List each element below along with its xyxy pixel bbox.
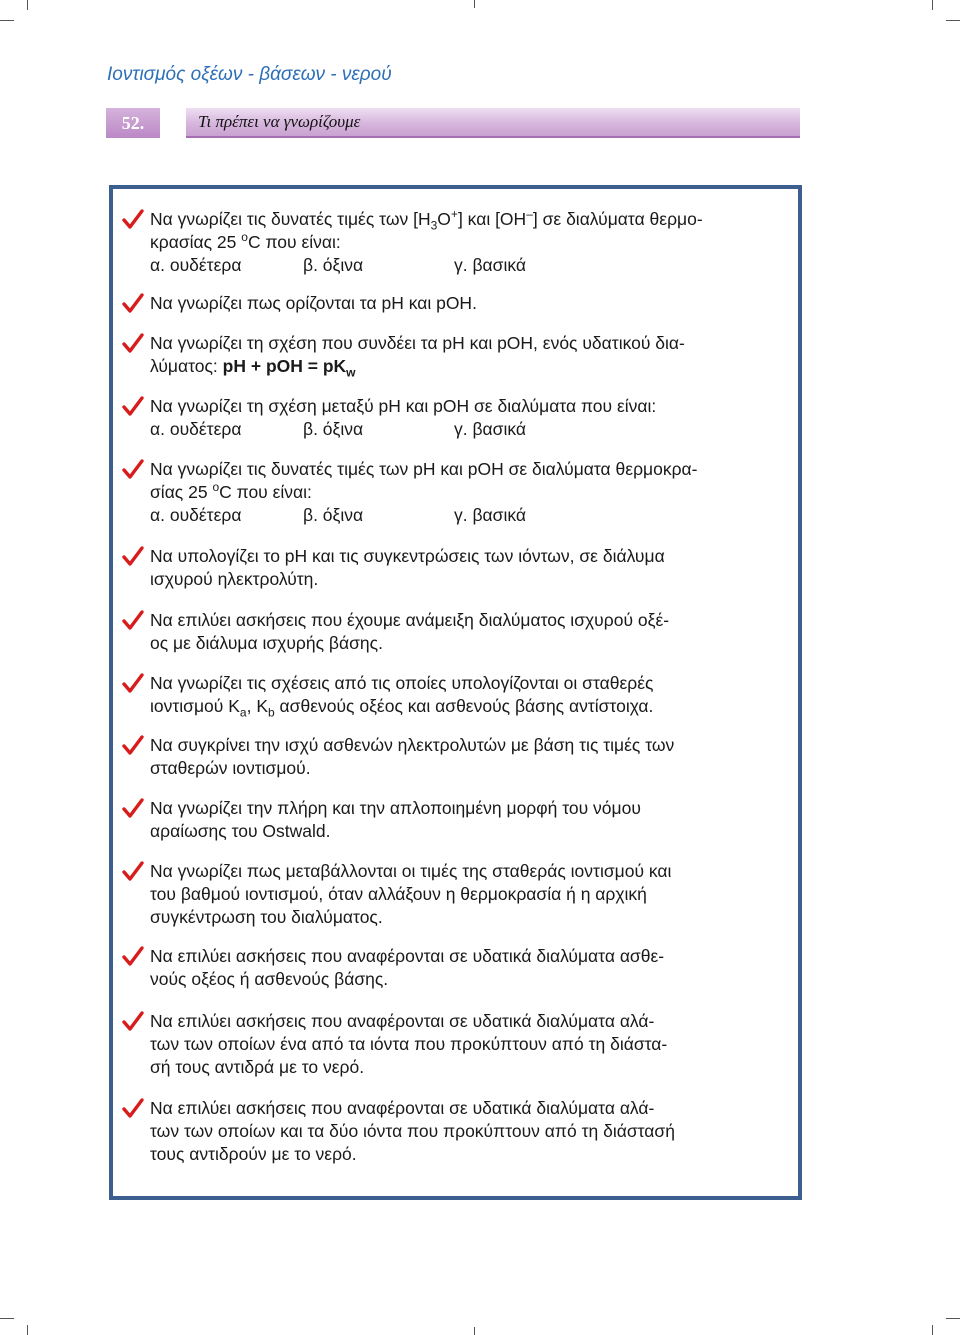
item-text: ] και [OH <box>457 209 527 229</box>
checkmark-icon <box>122 332 144 354</box>
crop-mark <box>946 1318 960 1319</box>
list-item <box>124 797 792 843</box>
crop-mark <box>0 1318 14 1319</box>
item-text: τους αντιδρούν με το νερό. <box>150 1144 357 1164</box>
checkmark-icon <box>122 545 144 567</box>
checkmark-icon <box>122 945 144 967</box>
crop-mark <box>932 1325 933 1335</box>
list-item <box>124 945 792 991</box>
checkmark-icon <box>122 797 144 819</box>
option-b: β. όξινα <box>303 505 364 525</box>
crop-mark <box>474 1327 475 1335</box>
list-item <box>124 860 792 929</box>
crop-mark <box>27 0 28 10</box>
list-item <box>124 458 792 527</box>
crop-mark <box>932 0 933 10</box>
item-text: των των οποίων και τα δύο ιόντα που προκύπτουν από τη διάστασή <box>150 1121 675 1141</box>
crop-mark <box>946 20 960 21</box>
list-item <box>124 672 792 718</box>
option-a: α. ουδέτερα <box>150 419 242 439</box>
item-text: ιοντισμού K <box>150 696 240 716</box>
item-text: ος με διάλυμα ισχυρής βάσης. <box>150 633 383 653</box>
checkmark-icon <box>122 208 144 230</box>
option-b: β. όξινα <box>303 255 364 275</box>
item-text: αραίωσης του Ostwald. <box>150 821 331 841</box>
superscript: o <box>241 230 248 245</box>
item-text: των των οποίων ένα από τα ιόντα που προκύπτουν από τη διάστα- <box>150 1034 668 1054</box>
item-text: Να γνωρίζει τις δυνατές τιμές των pH και pOH σε διαλύματα θερμοκρα- <box>150 459 698 479</box>
item-text: σίας 25 <box>150 482 213 502</box>
item-text: Να γνωρίζει τη σχέση που συνδέει τα pH και pOH, ενός υδατικού δια- <box>150 333 685 353</box>
checkmark-icon <box>122 1010 144 1032</box>
checkmark-icon <box>122 860 144 882</box>
item-text: συγκέντρωση του διαλύματος. <box>150 907 383 927</box>
list-item <box>124 208 792 277</box>
subscript: w <box>346 365 356 380</box>
item-text: C που είναι: <box>219 482 312 502</box>
item-text: ισχυρού ηλεκτρολύτη. <box>150 569 319 589</box>
item-text: ασθενούς οξέος και ασθενούς βάσης αντίστοιχα. <box>274 696 654 716</box>
option-a: α. ουδέτερα <box>150 255 242 275</box>
list-item <box>124 545 792 591</box>
subscript: 3 <box>430 218 438 233</box>
item-text: Να υπολογίζει το pH και τις συγκεντρώσεις των ιόντων, σε διάλυμα <box>150 546 665 566</box>
item-text: νούς οξέος ή ασθενούς βάσης. <box>150 969 389 989</box>
item-text: Να γνωρίζει την πλήρη και την απλοποιημένη μορφή του νόμου <box>150 798 641 818</box>
item-text: του βαθμού ιοντισμού, όταν αλλάξουν η θερμοκρασία ή η αρχική <box>150 884 647 904</box>
option-b: β. όξινα <box>303 419 364 439</box>
formula: pH + pOH = pK <box>222 356 347 376</box>
item-text: Να επιλύει ασκήσεις που αναφέρονται σε υδατικά διαλύματα αλά- <box>150 1098 655 1118</box>
list-item <box>124 292 792 315</box>
list-item <box>124 395 792 441</box>
option-c: γ. βασικά <box>454 255 526 275</box>
item-text: Να επιλύει ασκήσεις που αναφέρονται σε υδατικά διαλύματα ασθε- <box>150 946 665 966</box>
checkmark-icon <box>122 672 144 694</box>
item-text: Να γνωρίζει τις δυνατές τιμές των [H <box>150 209 431 229</box>
option-a: α. ουδέτερα <box>150 505 242 525</box>
checkmark-icon <box>122 395 144 417</box>
item-text: ] σε διαλύματα θερμο- <box>532 209 703 229</box>
item-text: Να επιλύει ασκήσεις που έχουμε ανάμειξη διαλύματος ισχυρού οξέ- <box>150 610 670 630</box>
checkmark-icon <box>122 1097 144 1119</box>
item-text: Να επιλύει ασκήσεις που αναφέρονται σε υδατικά διαλύματα αλά- <box>150 1011 655 1031</box>
list-item <box>124 609 792 655</box>
item-text: Να γνωρίζει πως ορίζονται τα pH και pOH. <box>150 293 477 313</box>
subscript: b <box>268 705 275 720</box>
list-item <box>124 1010 792 1079</box>
item-text: Να συγκρίνει την ισχύ ασθενών ηλεκτρολυτών με βάση τις τιμές των <box>150 735 675 755</box>
section-title: Τι πρέπει να γνωρίζουμε <box>186 108 800 138</box>
item-text: κρασίας 25 <box>150 232 242 252</box>
checkmark-icon <box>122 609 144 631</box>
list-item <box>124 332 792 378</box>
item-text: λύματος: <box>150 356 223 376</box>
item-text: Να γνωρίζει τη σχέση μεταξύ pH και pOH σε διαλύματα που είναι: <box>150 396 657 416</box>
crop-mark <box>0 20 14 21</box>
item-text: σή τους αντιδρά με το νερό. <box>150 1057 365 1077</box>
superscript: o <box>212 480 220 495</box>
crop-mark <box>474 0 475 8</box>
option-c: γ. βασικά <box>454 505 526 525</box>
list-item <box>124 1097 792 1166</box>
item-text: Να γνωρίζει πως μεταβάλλονται οι τιμές της σταθεράς ιοντισμού και <box>150 861 672 881</box>
checkmark-icon <box>122 734 144 756</box>
subscript: a <box>239 705 247 720</box>
item-text: σταθερών ιοντισμού. <box>150 758 311 778</box>
superscript: + <box>450 207 458 222</box>
checkmark-icon <box>122 458 144 480</box>
crop-mark <box>27 1325 28 1335</box>
checkmark-icon <box>122 292 144 314</box>
item-text: C που είναι: <box>247 232 341 252</box>
superscript: – <box>526 207 533 222</box>
item-text: , K <box>246 696 268 716</box>
item-text: O <box>437 209 451 229</box>
chapter-title: Ιοντισμός οξέων - βάσεων - νερού <box>107 64 392 85</box>
list-item <box>124 734 792 780</box>
item-text: Να γνωρίζει τις σχέσεις από τις οποίες υπολογίζονται οι σταθερές <box>150 673 654 693</box>
option-c: γ. βασικά <box>454 419 526 439</box>
section-number: 52. <box>106 108 160 138</box>
section-banner <box>106 108 800 138</box>
